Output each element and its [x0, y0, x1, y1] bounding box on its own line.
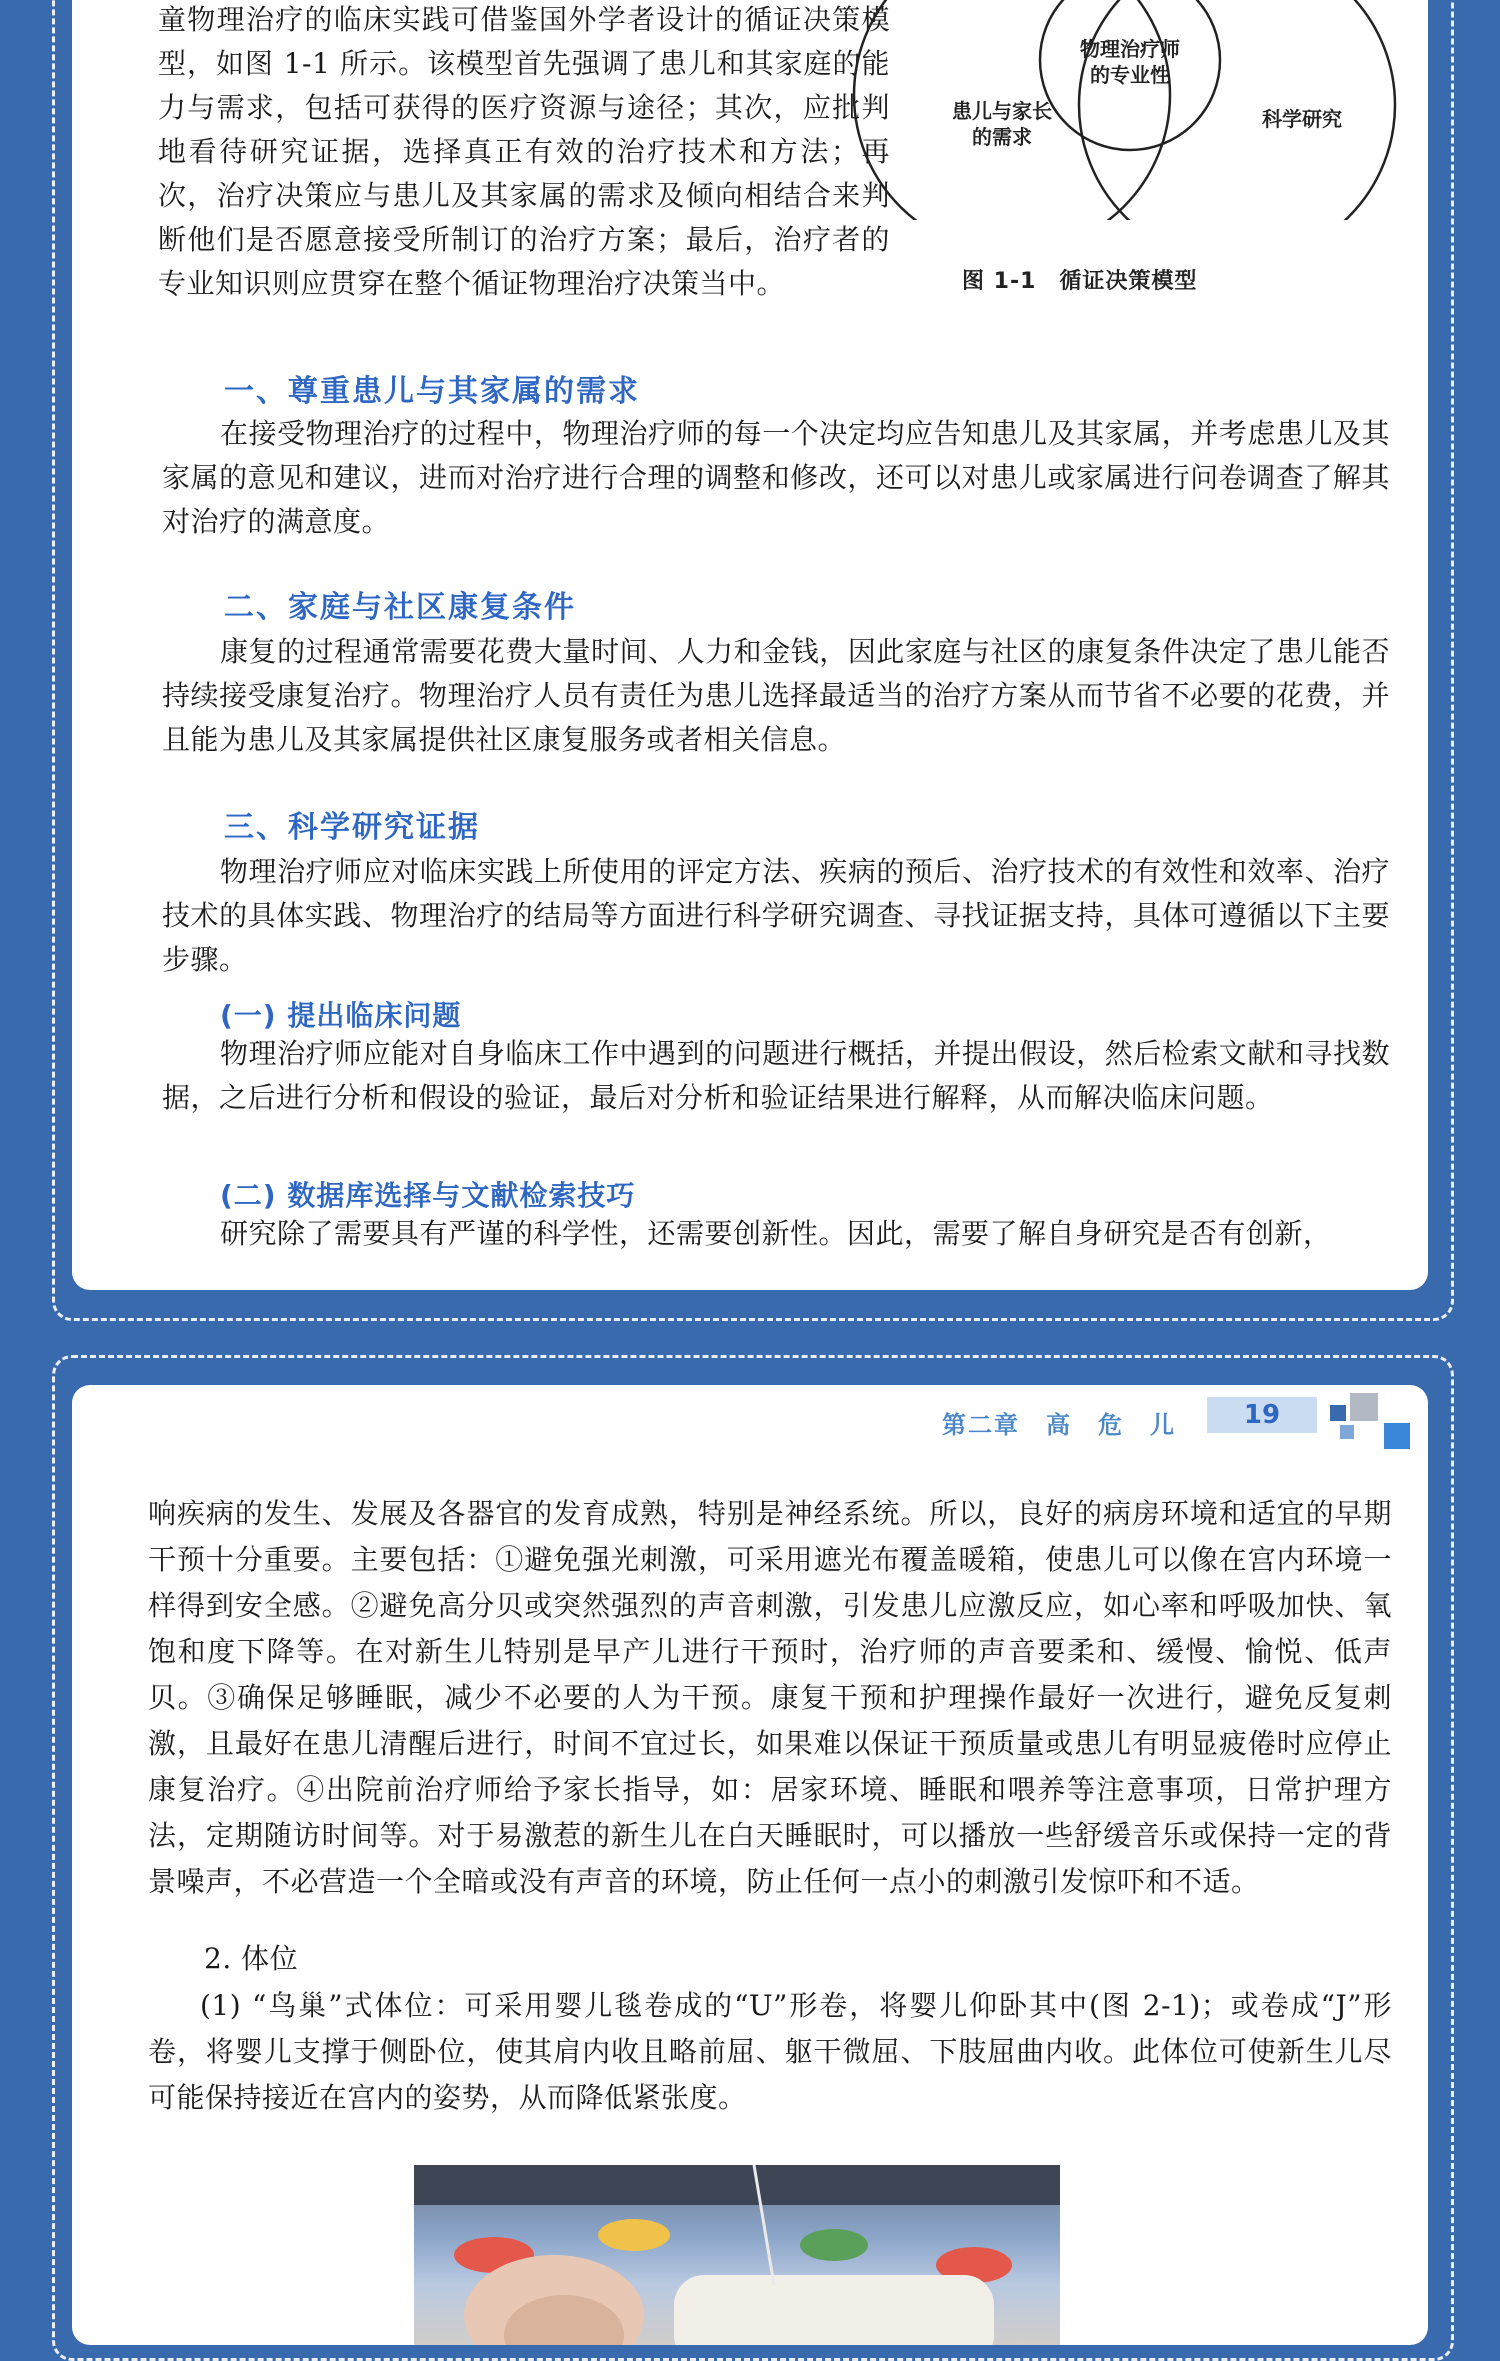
- figure-caption: 图 1-1 循证决策模型: [962, 269, 1198, 294]
- infant-nest-photo: [414, 2165, 1060, 2345]
- venn-right-label: 科学研究: [1262, 107, 1342, 131]
- evidence-model-venn-diagram: [842, 0, 1402, 220]
- subsection1-paragraph: 物理治疗师应能对自身临床工作中遇到的问题进行概括，并提出假设，然后检索文献和寻找数据，之后进行分析和假设的验证，最后对分析和验证结果进行解释，从而解决临床问题。: [162, 1037, 1390, 1114]
- section3-title: 三、科学研究证据: [224, 810, 480, 845]
- photo-illustration: [414, 2165, 1060, 2345]
- venn-top-label-2: 的专业性: [1090, 63, 1170, 87]
- subsection2-paragraph: 研究除了需要具有严谨的科学性，还需要创新性。因此，需要了解自身研究是否有创新，: [220, 1217, 1332, 1250]
- chapter-header: 第二章 高 危 儿: [942, 1411, 1176, 1439]
- section1-title: 一、尊重患儿与其家属的需求: [224, 374, 640, 409]
- page2-paragraph-2: (1) “鸟巢”式体位：可采用婴儿毯卷成的“U”形卷，将婴儿仰卧其中(图 2-1)；或卷成“J”形卷，将婴儿支撑于侧卧位，使其肩内收且略前屈、躯干微屈、下肢屈曲内收。此体位可使新生儿尽可能保持接近在宫内的姿势，从而降低紧张度。: [148, 1989, 1392, 2114]
- section2-paragraph: 康复的过程通常需要花费大量时间、人力和金钱，因此家庭与社区的康复条件决定了患儿能否持续接受康复治疗。物理治疗人员有责任为患儿选择最适当的治疗方案从而节省不必要的花费，并且能为患儿及其家属提供社区康复服务或者相关信息。: [162, 635, 1390, 756]
- page2-paragraph-1: 响疾病的发生、发展及各器官的发育成熟，特别是神经系统。所以，良好的病房环境和适宜的早期干预十分重要。主要包括：①避免强光刺激，可采用遮光布覆盖暖箱，使患儿可以像在宫内环境一样得到安全感。②避免高分贝或突然强烈的声音刺激，引发患儿应激反应，如心率和呼吸加快、氧饱和度下降等。在对新生儿特别是早产儿进行干预时，治疗师的声音要柔和、缓慢、愉悦、低声贝。③确保足够睡眠，减少不必要的人为干预。康复干预和护理操作最好一次进行，避免反复刺激，且最好在患儿清醒后进行，时间不宜过长，如果难以保证干预质量或患儿有明显疲倦时应停止康复治疗。④出院前治疗师给予家长指导，如：居家环境、睡眠和喂养等注意事项，日常护理方法，定期随访时间等。对于易激惹的新生儿在白天睡眠时，可以播放一些舒缓音乐或保持一定的背景噪声，不必营造一个全暗或没有声音的环境，防止任何一点小的刺激引发惊吓和不适。: [148, 1497, 1392, 1898]
- subsection2-title: (二) 数据库选择与文献检索技巧: [220, 1179, 636, 1212]
- header-decor-square-4: [1384, 1423, 1410, 1449]
- section2-title: 二、家庭与社区康复条件: [224, 590, 576, 625]
- venn-circle-right: [1079, 0, 1395, 220]
- subsection1-title: (一) 提出临床问题: [220, 999, 462, 1032]
- venn-left-label-1: 患儿与家长: [952, 99, 1052, 123]
- header-decor-square-2: [1350, 1393, 1378, 1421]
- venn-top-label-1: 物理治疗师: [1080, 37, 1180, 61]
- intro-paragraph: 童物理治疗的临床实践可借鉴国外学者设计的循证决策模型，如图 1-1 所示。该模型首先强调了患儿和其家庭的能力与需求，包括可获得的医疗资源与途径；其次，应批判地看待研究证据，选择真正有效的治疗技术和方法；再次，治疗决策应与患儿及其家属的需求及倾向相结合来判断他们是否愿意接受所制订的治疗方案；最后，治疗者的专业知识则应贯穿在整个循证物理治疗决策当中。: [158, 3, 890, 300]
- page1-card: [72, 0, 1428, 1290]
- item2-title: 2. 体位: [204, 1942, 299, 1975]
- venn-left-label-2: 的需求: [972, 125, 1032, 149]
- page2-card: [72, 1385, 1428, 2345]
- header-decor-square-1: [1330, 1405, 1346, 1421]
- header-decor-square-3: [1340, 1425, 1354, 1439]
- section1-paragraph: 在接受物理治疗的过程中，物理治疗师的每一个决定均应告知患儿及其家属，并考虑患儿及其家属的意见和建议，进而对治疗进行合理的调整和修改，还可以对患儿或家属进行问卷调查了解其对治疗的满意度。: [162, 417, 1390, 538]
- section3-paragraph: 物理治疗师应对临床实践上所使用的评定方法、疾病的预后、治疗技术的有效性和效率、治疗技术的具体实践、物理治疗的结局等方面进行科学研究调查、寻找证据支持，具体可遵循以下主要步骤。: [162, 855, 1390, 976]
- page-number: 19: [1207, 1397, 1317, 1433]
